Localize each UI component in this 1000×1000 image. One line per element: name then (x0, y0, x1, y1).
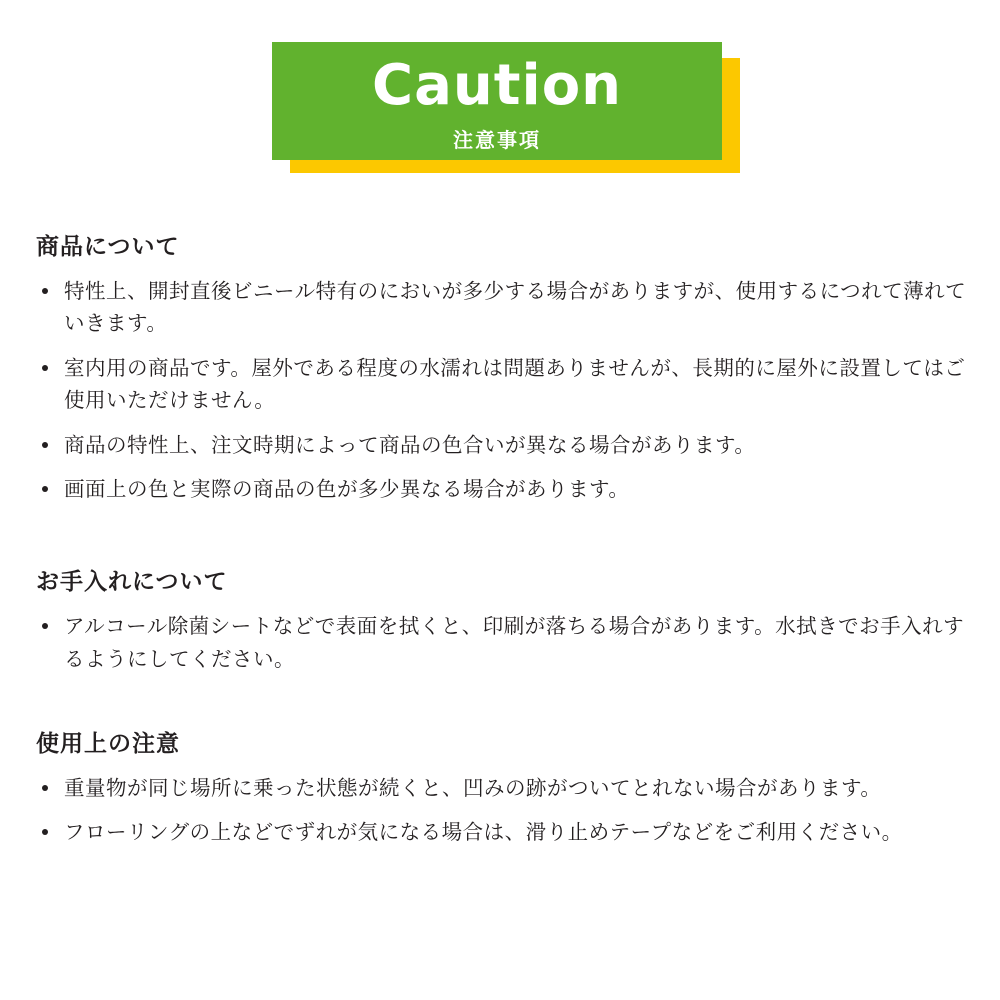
section-heading: お手入れについて (36, 569, 228, 596)
banner-title: Caution (371, 53, 623, 118)
section-heading: 商品について (36, 234, 180, 260)
caution-banner (0, 0, 1000, 190)
list-item: 商品の特性上、注文時期によって商品の色合いが異なる場合があります。 (36, 429, 976, 461)
section-spacer (36, 523, 976, 563)
section-spacer (36, 693, 976, 725)
list-item: 重量物が同じ場所に乗った状態が続くと、凹みの跡がついてとれない場合があります。 (36, 772, 976, 804)
caution-content (36, 228, 976, 867)
section-usage (36, 725, 976, 849)
list-item: フローリングの上などでずれが気になる場合は、滑り止めテープなどをご利用ください。 (36, 816, 976, 848)
banner-green-block (272, 42, 722, 160)
list-item: 画面上の色と実際の商品の色が多少異なる場合があります。 (36, 473, 976, 505)
bullet-list (36, 772, 976, 849)
bullet-list (36, 275, 976, 505)
list-item: 室内用の商品です。屋外である程度の水濡れは問題ありませんが、長期的に屋外に設置してはご使用いただけません。 (36, 352, 976, 417)
section-product (36, 228, 976, 505)
section-care (36, 563, 976, 675)
section-heading: 使用上の注意 (36, 731, 180, 757)
list-item: アルコール除菌シートなどで表面を拭くと、印刷が落ちる場合があります。水拭きでお手入れするようにしてください。 (36, 610, 976, 675)
banner-subtitle: 注意事項 (453, 128, 541, 152)
bullet-list (36, 610, 976, 675)
list-item: 特性上、開封直後ビニール特有のにおいが多少する場合がありますが、使用するにつれて薄れていきます。 (36, 275, 976, 340)
